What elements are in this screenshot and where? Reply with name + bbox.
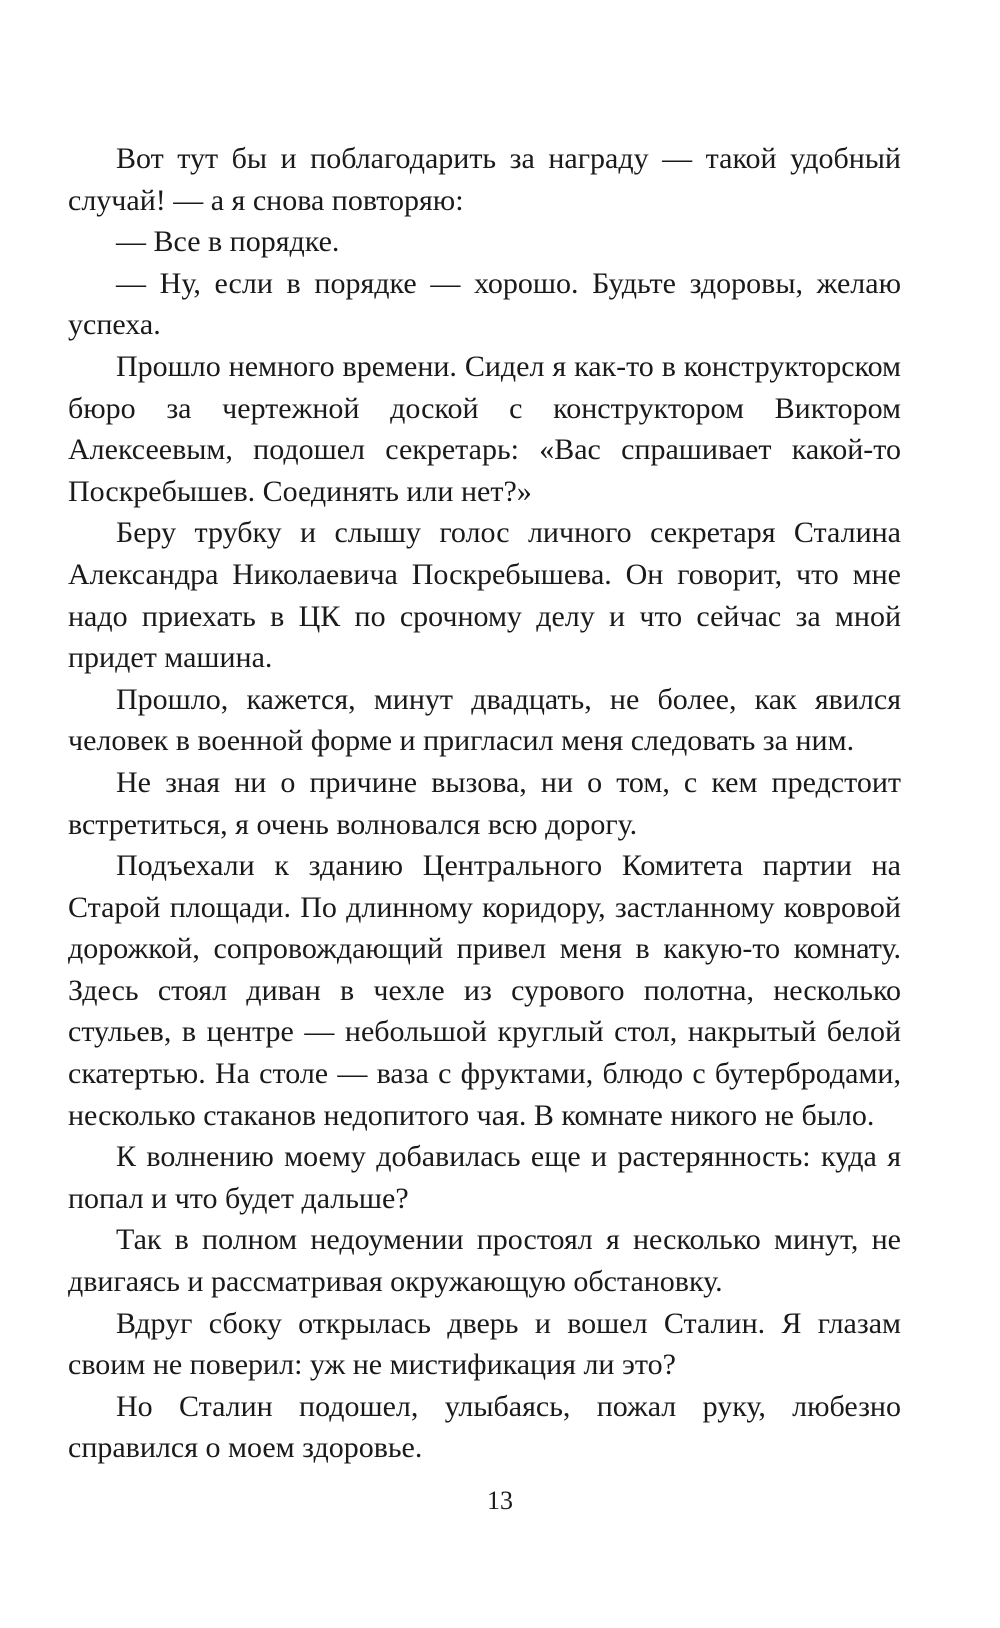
paragraph: Вот тут бы и поблагодарить за награду — такой удобный случай! — а я снова повторяю: bbox=[68, 142, 901, 217]
paragraph: Не зная ни о причине вызова, ни о том, с кем предстоит встретиться, я очень волновался всю дорогу. bbox=[68, 765, 901, 841]
paragraph: — Ну, если в порядке — хорошо. Будьте здоровы, желаю успеха. bbox=[68, 266, 901, 342]
paragraph: Так в полном недоумении простоял я несколько минут, не двигаясь и рассматривая окружающую обстановку. bbox=[68, 1223, 901, 1299]
paragraph: Прошло, кажется, минут двадцать, не более, как явился человек в военной форме и пригласил меня следовать за ним. bbox=[68, 682, 901, 758]
page-text bbox=[68, 138, 901, 1469]
paragraph: Вдруг сбоку открылась дверь и вошел Сталин. Я глазам своим не поверил: уж не мистификация ли это? bbox=[68, 1306, 901, 1382]
page-number: 13 bbox=[487, 1486, 513, 1515]
paragraph: Подъехали к зданию Центрального Комитета партии на Старой площади. По длинному коридору, застланному ковровой дорожкой, сопровождающий привел меня в какую-то комнату. Здесь стоял диван в чехле из сурового полотна, несколько стульев, в центре — небольшой круглый стол, накрытый белой скатертью. На столе — ваза с фруктами, блюдо с бутербродами, несколько стаканов недопитого чая. В комнате никого не было. bbox=[68, 849, 901, 1132]
paragraph: Беру трубку и слышу голос личного секретаря Сталина Александра Николаевича Поскребышева. Он говорит, что мне надо приехать в ЦК по срочному делу и что сейчас за мной придет машина. bbox=[68, 516, 901, 675]
paragraph: Прошло немного времени. Сидел я как-то в конструкторском бюро за чертежной доской с конструктором Виктором Алексеевым, подошел секретарь: «Вас спрашивает какой-то Поскребышев. Соединять или нет?» bbox=[68, 349, 901, 508]
paragraph: К волнению моему добавилась еще и растерянность: куда я попал и что будет дальше? bbox=[68, 1140, 901, 1215]
paragraph: Но Сталин подошел, улыбаясь, пожал руку, любезно справился о моем здоровье. bbox=[68, 1389, 901, 1465]
paragraph: — Все в порядке. bbox=[116, 225, 340, 259]
